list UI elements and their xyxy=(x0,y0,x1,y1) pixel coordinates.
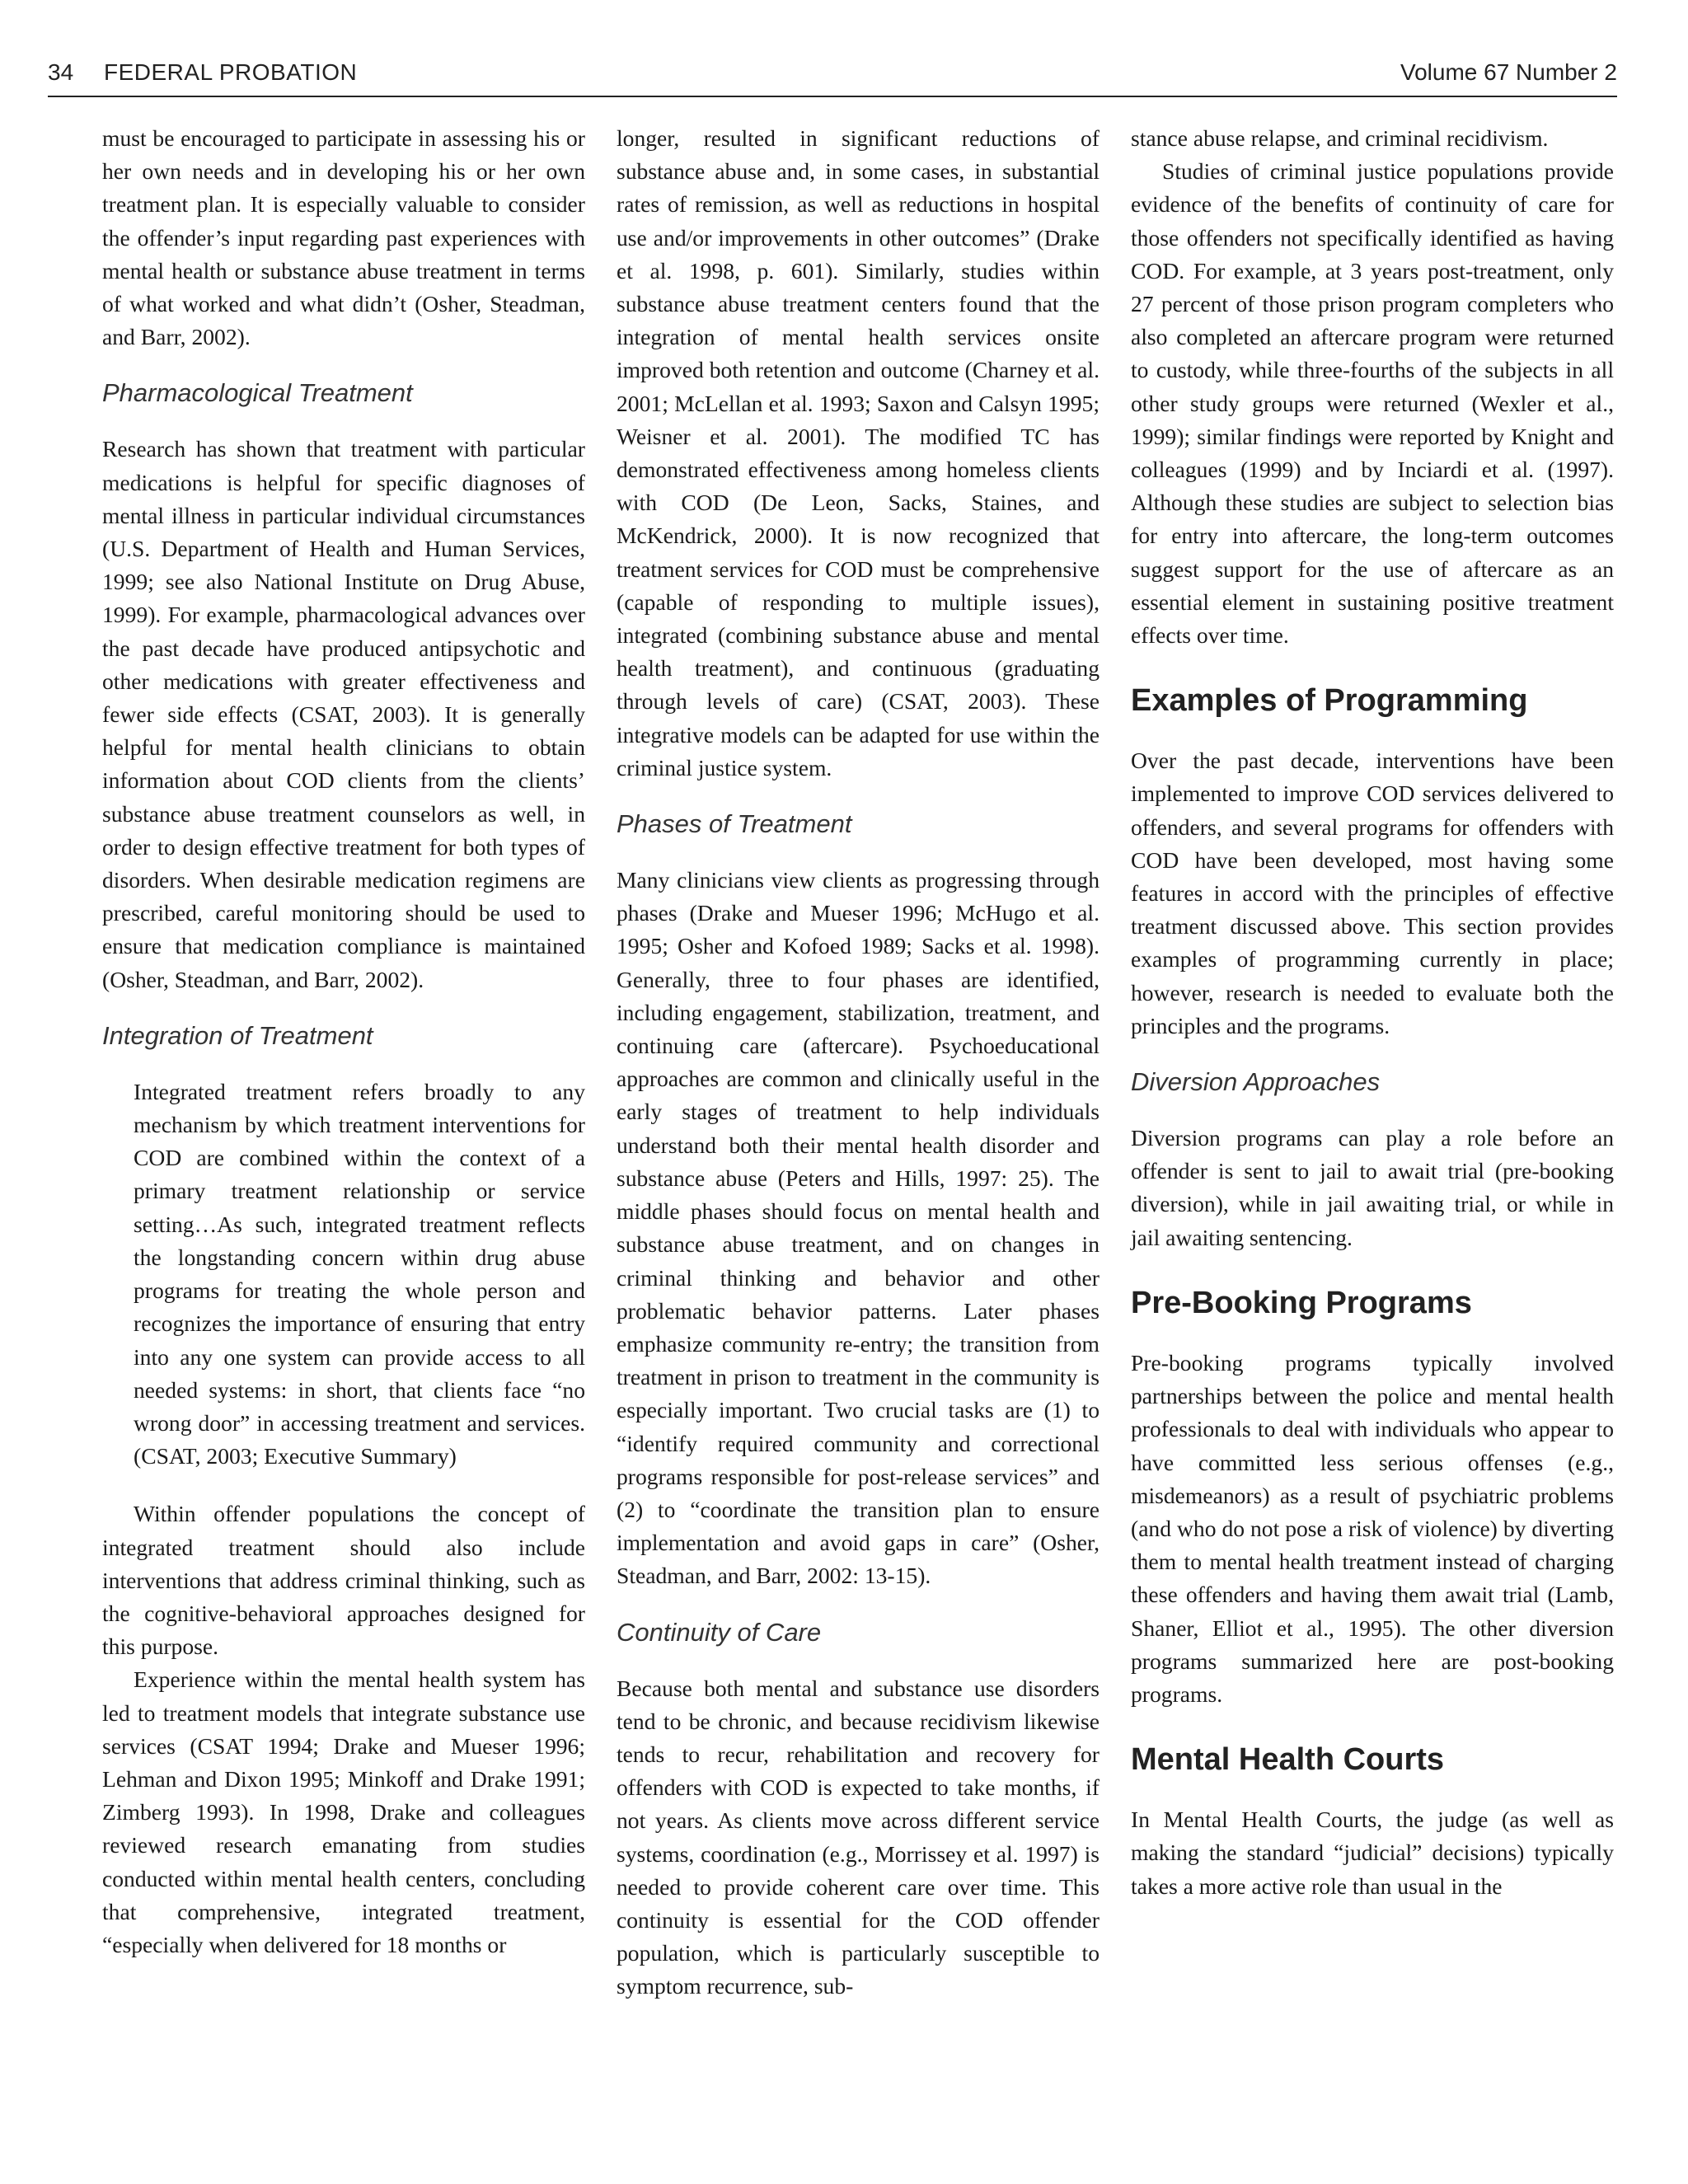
paragraph: stance abuse relapse, and criminal recidivism. xyxy=(1131,125,1549,151)
subheading-pharmacological-treatment: Pharmacological Treatment xyxy=(102,378,413,408)
paragraph: Pre-booking programs typically involved partnerships between the police and mental health professionals to deal with individuals who appear to have committed less serious offenses (e.g., misdemeanors) as a result of psychiatric problems (and who do not pose a risk of violence) by diverting them to mental health treatment instead of charging these offenders and having them await trial (Lamb, Shaner, Elliot et al., 1995). The other diversion programs summarized here are post-booking programs. xyxy=(1131,1349,1614,1707)
page-number: 34 xyxy=(48,59,74,85)
subheading-continuity-of-care: Continuity of Care xyxy=(617,1617,822,1647)
paragraph: longer, resulted in significant reductions of substance abuse and, in some cases, in substantial rates of remission, as well as reductions in hospital use and/or improvements in other outcomes” (Drake et al. 1998, p. 601). Similarly, studies within substance abuse treatment centers found that the integration of mental health services onsite improved both retention and outcome (Charney et al. 2001; McLellan et al. 1993; Saxon and Calsyn 1995; Weisner et al. 2001). The modified TC has demonstrated effectiveness among homeless clients with COD (De Leon, Sacks, Staines, and McKendrick, 2000). It is now recognized that treatment services for COD must be comprehensive (capable of responding to multiple issues), integrated (combining substance abuse and mental health treatment), and continuous (graduating through levels of care) (CSAT, 2003). These integrative models can be adapted for use within the criminal justice system. xyxy=(617,125,1100,780)
column-3 xyxy=(1131,122,1614,1903)
subheading-phases-of-treatment: Phases of Treatment xyxy=(617,809,852,839)
column-2 xyxy=(617,122,1100,2004)
journal-title: FEDERAL PROBATION xyxy=(104,59,358,85)
subheading-integration-of-treatment: Integration of Treatment xyxy=(102,1020,373,1050)
paragraph: Studies of criminal justice populations provide evidence of the benefits of continuity of care for those offenders not specifically identified as having COD. For example, at 3 years post-treatment, only 27 percent of those prison program completers who also completed an aftercare program were returned to custody, while three-fourths of the subjects in all other study groups were returned (Wexler et al., 1999); similar findings were reported by Knight and colleagues (1999) and by Inciardi et al. (1997). Although these studies are subject to selection bias for entry into aftercare, the long-term outcomes suggest support for the use of aftercare as an essential element in sustaining positive treatment effects over time. xyxy=(1131,158,1614,649)
block-quote: Integrated treatment refers broadly to any mechanism by which treatment interventions for COD are combined within the context of a primary treatment relationship or service setting…As such, integrated treatment reflects the longstanding concern within drug abuse programs for treating the whole person and recognizes the importance of ensuring that entry into any one system can provide access to all needed systems: in short, that clients face “no wrong door” in accessing treatment and services. (CSAT, 2003; Executive Summary) xyxy=(134,1078,585,1469)
paragraph: Many clinicians view clients as progressing through phases (Drake and Mueser 1996; McHugo et al. 1995; Osher and Kofoed 1989; Sacks et al. 1998). Generally, three to four phases are identified, including engagement, stabilization, treatment, and continuing care (aftercare). Psychoeducational approaches are common and clinically useful in the early stages of treatment to help individuals understand both their mental health disorder and substance abuse (Peters and Hills, 1997: 25). The middle phases should focus on mental health and substance abuse treatment, and on changes in criminal thinking and behavior and other problematic behavior patterns. Later phases emphasize community re-entry; the transition from treatment in prison to treatment in the community is especially important. Two crucial tasks are (1) to “identify required community and correctional programs responsible for post-release services” and (2) to “coordinate the transition plan to ensure implementation and avoid gaps in care” (Osher, Steadman, and Barr, 2002: 13-15). xyxy=(617,867,1100,1589)
paragraph: Diversion programs can play a role before an offender is sent to jail to await trial (pre-booking diversion), while in jail awaiting trial, or while in jail awaiting sentencing. xyxy=(1131,1125,1614,1250)
running-header xyxy=(48,58,1617,97)
paragraph: Over the past decade, interventions have been implemented to improve COD services delivered to offenders, and several programs for offenders with COD have been developed, most having some features in accord with the principles of effective treatment discussed above. This section provides examples of programming currently in place; however, research is needed to evaluate both the principles and the programs. xyxy=(1131,748,1614,1038)
paragraph: Within offender populations the concept of integrated treatment should also include interventions that address criminal thinking, such as the cognitive-behavioral approaches designed for this purpose. xyxy=(102,1501,585,1660)
section-heading-mental-health-courts: Mental Health Courts xyxy=(1131,1742,1445,1778)
volume-info: Volume 67 Number 2 xyxy=(1400,59,1617,85)
paragraph: Experience within the mental health system has led to treatment models that integrate substance use services (CSAT 1994; Drake and Mueser 1996; Lehman and Dixon 1995; Minkoff and Drake 1991; Zimberg 1993). In 1998, Drake and colleagues reviewed research emanating from studies conducted within mental health centers, concluding that comprehensive, integrated treatment, “especially when delivered for 18 months or xyxy=(102,1666,585,1957)
paragraph: Research has shown that treatment with particular medications is helpful for specific diagnoses of mental illness in particular individual circumstances (U.S. Department of Health and Human Services, 1999; see also National Institute on Drug Abuse, 1999). For example, pharmacological advances over the past decade have produced antipsychotic and other medications with greater effectiveness and fewer side effects (CSAT, 2003). It is generally helpful for mental health clinicians to obtain information about COD clients from the clients’ substance abuse treatment counselors as well, in order to design effective treatment for both types of disorders. When desirable medication regimens are prescribed, careful monitoring should be used to ensure that medication compliance is maintained (Osher, Steadman, and Barr, 2002). xyxy=(102,436,585,992)
column-1 xyxy=(102,122,585,1961)
paragraph: In Mental Health Courts, the judge (as well as making the standard “judicial” decisions) typically takes a more active role than usual in the xyxy=(1131,1807,1614,1899)
subheading-diversion-approaches: Diversion Approaches xyxy=(1131,1067,1381,1097)
paragraph: Because both mental and substance use disorders tend to be chronic, and because recidivism likewise tends to recur, rehabilitation and recovery for offenders with COD is expected to take months, if not years. As clients move across different service systems, coordination (e.g., Morrissey et al. 1997) is needed to provide coherent care over time. This continuity is essential for the COD offender population, which is particularly susceptible to symptom recurrence, sub- xyxy=(617,1675,1100,1999)
section-heading-pre-booking-programs: Pre-Booking Programs xyxy=(1131,1285,1472,1320)
section-heading-examples-of-programming: Examples of Programming xyxy=(1131,683,1528,719)
paragraph: must be encouraged to participate in assessing his or her own needs and in developing his or her own treatment plan. It is especially valuable to consider the offender’s input regarding past experiences with mental health or substance abuse treatment in terms of what worked and what didn’t (Osher, Steadman, and Barr, 2002). xyxy=(102,125,585,350)
